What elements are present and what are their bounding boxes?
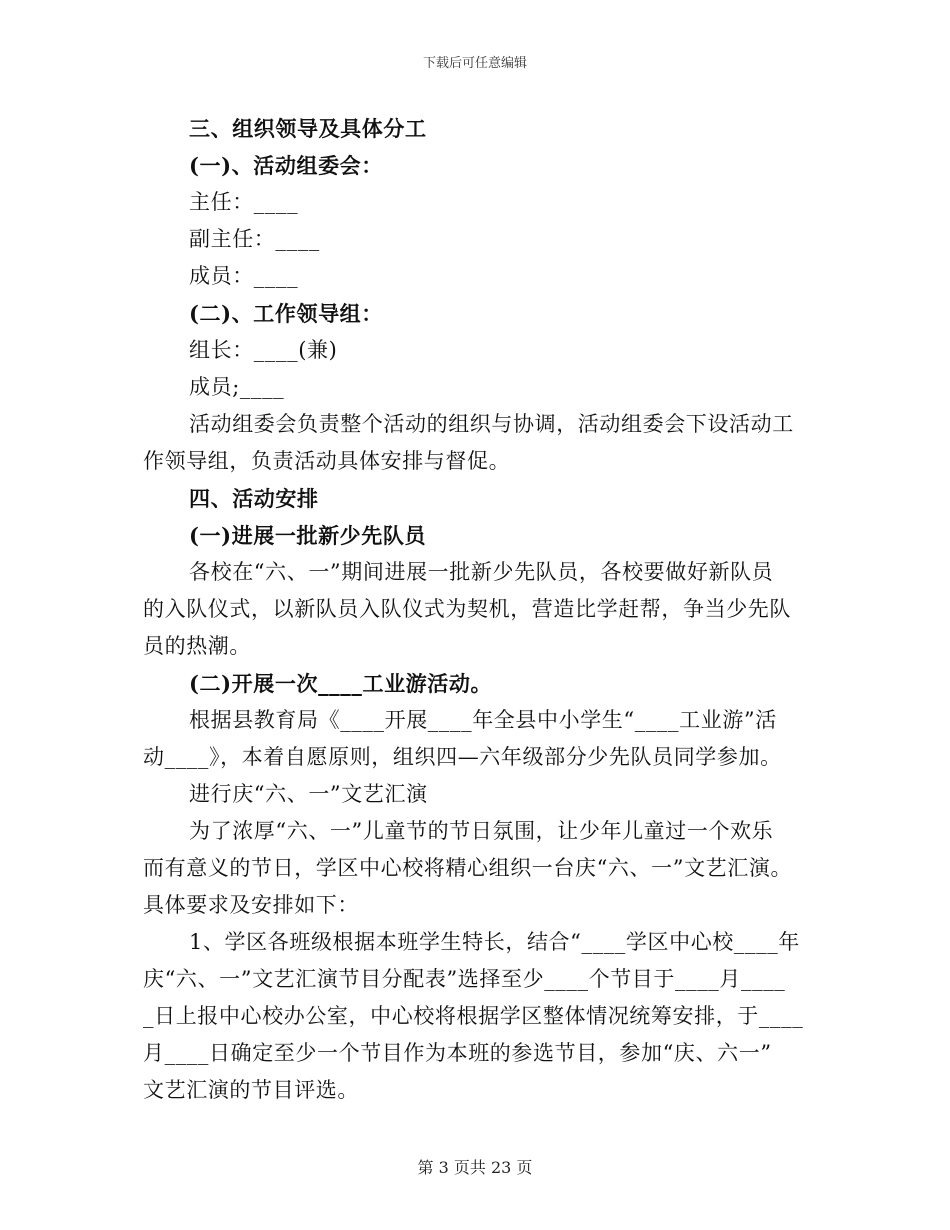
- paragraph-line: 作领导组，负责活动具体安排与督促。: [143, 449, 511, 473]
- paragraph-line: 的入队仪式，以新队员入队仪式为契机，营造比学赶帮，争当少先队: [143, 597, 791, 621]
- paragraph-line: 员的热潮。: [143, 634, 251, 658]
- subsection-heading: (二)、工作领导组：: [189, 301, 383, 326]
- paragraph-line: 而有意义的节日，学区中心校将精心组织一台庆“六、一”文艺汇演。: [143, 856, 793, 880]
- paragraph-line: 为了浓厚“六、一”儿童节的节日氛围，让少年儿童过一个欢乐: [189, 819, 774, 843]
- members-line: 成员：____: [189, 264, 299, 288]
- paragraph-line: 具体要求及安排如下：: [143, 893, 359, 917]
- paragraph-line: 动____》，本着自愿原则，组织四—六年级部分少先队员同学参加。: [143, 745, 782, 769]
- paragraph-line: 庆“六、一”文艺汇演节目分配表”选择至少____个节目于____月____: [143, 967, 786, 991]
- paragraph-line: 月____日确定至少一个节目作为本班的参选节目，参加“庆、六一”: [143, 1041, 772, 1065]
- paragraph-line: 进行庆“六、一”文艺汇演: [189, 782, 428, 806]
- subsection-heading: (一)进展一批新少先队员: [189, 523, 427, 548]
- paragraph-line: 文艺汇演的节目评选。: [143, 1078, 359, 1102]
- director-line: 主任：____: [189, 190, 299, 214]
- leader-line: 组长：____(兼): [189, 338, 338, 362]
- members-line: 成员;____: [189, 375, 285, 399]
- section-heading: 四、活动安排: [189, 486, 319, 511]
- paragraph-line: _日上报中心校办公室，中心校将根据学区整体情况统筹安排，于____: [143, 1004, 804, 1028]
- paragraph-line: 1、学区各班级根据本班学生特长，结合“____学区中心校____年: [189, 930, 800, 954]
- document-body: [143, 110, 808, 1109]
- page-header: 下载后可任意编辑: [422, 56, 527, 71]
- page-footer: 第 3 页共 23 页: [417, 1158, 533, 1177]
- subsection-heading: (二)开展一次____工业游活动。: [189, 671, 493, 696]
- deputy-director-line: 副主任：____: [189, 227, 320, 251]
- subsection-heading: (一)、活动组委会：: [189, 153, 383, 178]
- paragraph-line: 根据县教育局《____开展____年全县中小学生“____工业游”活: [189, 708, 777, 732]
- section-heading: 三、组织领导及具体分工: [189, 116, 427, 141]
- paragraph-line: 活动组委会负责整个活动的组织与协调，活动组委会下设活动工: [189, 412, 794, 436]
- paragraph-line: 各校在“六、一”期间进展一批新少先队员，各校要做好新队员: [189, 560, 774, 584]
